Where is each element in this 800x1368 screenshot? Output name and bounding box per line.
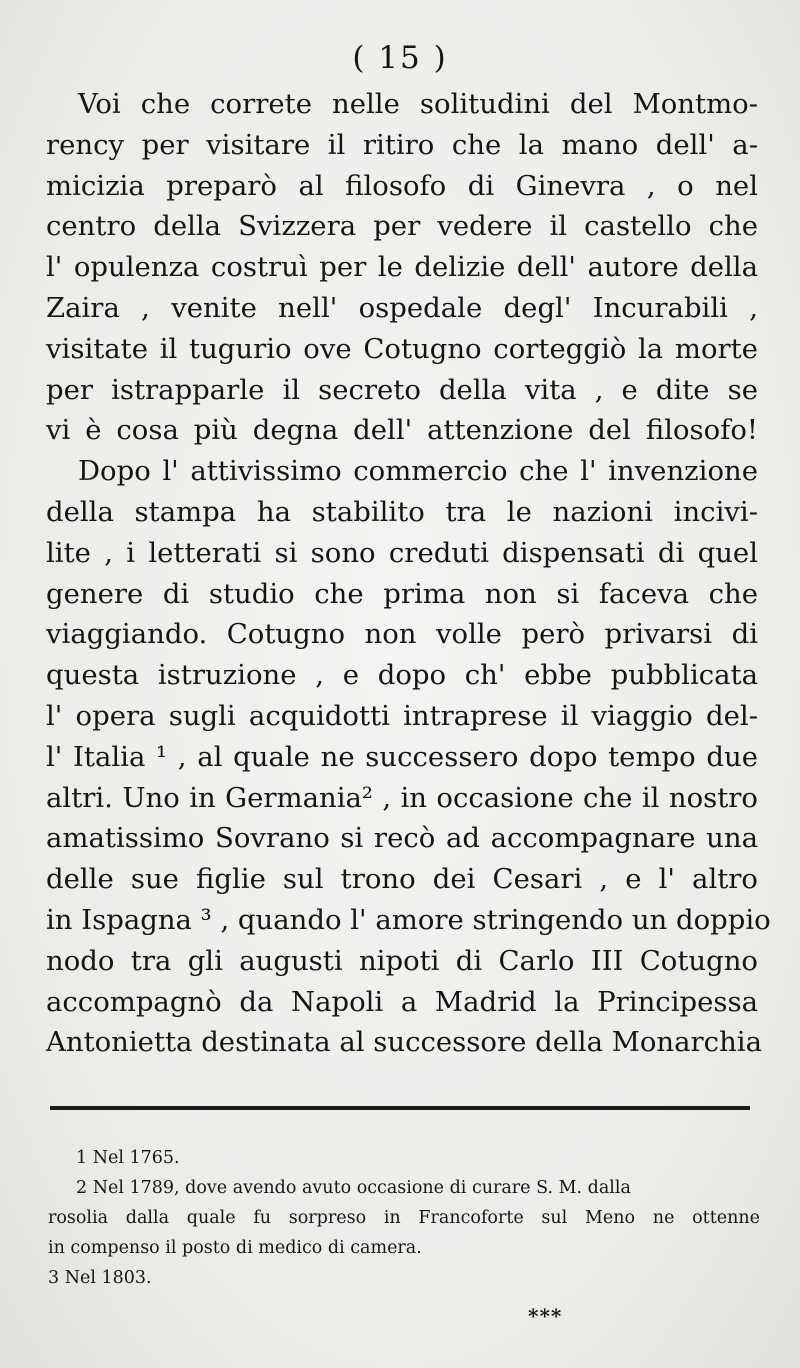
footnote-2-continued: in compenso il posto di medico di camera. [48,1238,422,1258]
text-line: visitate il tugurio ove Cotugno corteggiò la morte [46,332,758,365]
page-number: ( 15 ) [352,40,448,76]
text-line: viaggiando. Cotugno non volle però privarsi di [46,618,758,651]
text-line: delle sue figlie sul trono dei Cesari , e l' altro [46,863,758,896]
footnote-3: 3 Nel 1803. [48,1268,152,1288]
text-line: nodo tra gli augusti nipoti di Carlo III Cotugno [46,944,758,977]
text-line: in Ispagna ³ , quando l' amore stringendo un doppio [46,903,771,936]
text-line: Antonietta destinata al successore della Monarchia [46,1026,762,1059]
text-line: micizia preparò al filosofo di Ginevra , o nel [46,169,758,202]
text-line: centro della Svizzera per vedere il castello che [46,210,758,243]
text-line: della stampa ha stabilito tra le nazioni incivi- [46,495,758,528]
text-line: Voi che correte nelle solitudini del Montmo- [78,88,758,120]
text-line: vi è cosa più degna dell' attenzione del filosofo! [46,414,758,447]
text-line: amatissimo Sovrano si recò ad accompagnare una [46,822,758,855]
text-line: Zaira , venite nell' ospedale degl' Incurabili , [46,291,758,324]
paragraph-1 [46,84,758,451]
text-line: l' Italia ¹ , al quale ne successero dopo tempo due [46,740,758,773]
text-line: Dopo l' attivissimo commercio che l' invenzione [78,455,758,488]
text-line: l' opera sugli acquidotti intraprese il viaggio del- [46,699,758,732]
text-line: lite , i letterati si sono creduti dispensati di quel [46,536,758,569]
text-line: genere di studio che prima non si faceva che [46,577,758,610]
footnote-2-continued: rosolia dalla quale fu sorpreso in Francoforte sul Meno ne ottenne [48,1208,760,1228]
footnote-divider [50,1106,750,1110]
footnotes [48,1143,760,1293]
text-line: rency per visitare il ritiro che la mano dell' a- [46,128,758,161]
main-text [46,84,771,1063]
text-line: questa istruzione , e dopo ch' ebbe pubblicata [46,659,758,692]
footnote-2: 2 Nel 1789, dove avendo avuto occasione di curare S. M. dalla [76,1178,631,1198]
footnote-1: 1 Nel 1765. [76,1148,180,1168]
text-line: accompagnò da Napoli a Madrid la Principessa [46,985,758,1018]
signature-mark: *** [528,1304,563,1328]
text-line: altri. Uno in Germania² , in occasione che il nostro [46,781,758,814]
text-line: l' opulenza costruì per le delizie dell' autore della [46,251,758,284]
paragraph-2 [46,451,771,1063]
text-line: per istrapparle il secreto della vita , e dite se [46,373,758,406]
